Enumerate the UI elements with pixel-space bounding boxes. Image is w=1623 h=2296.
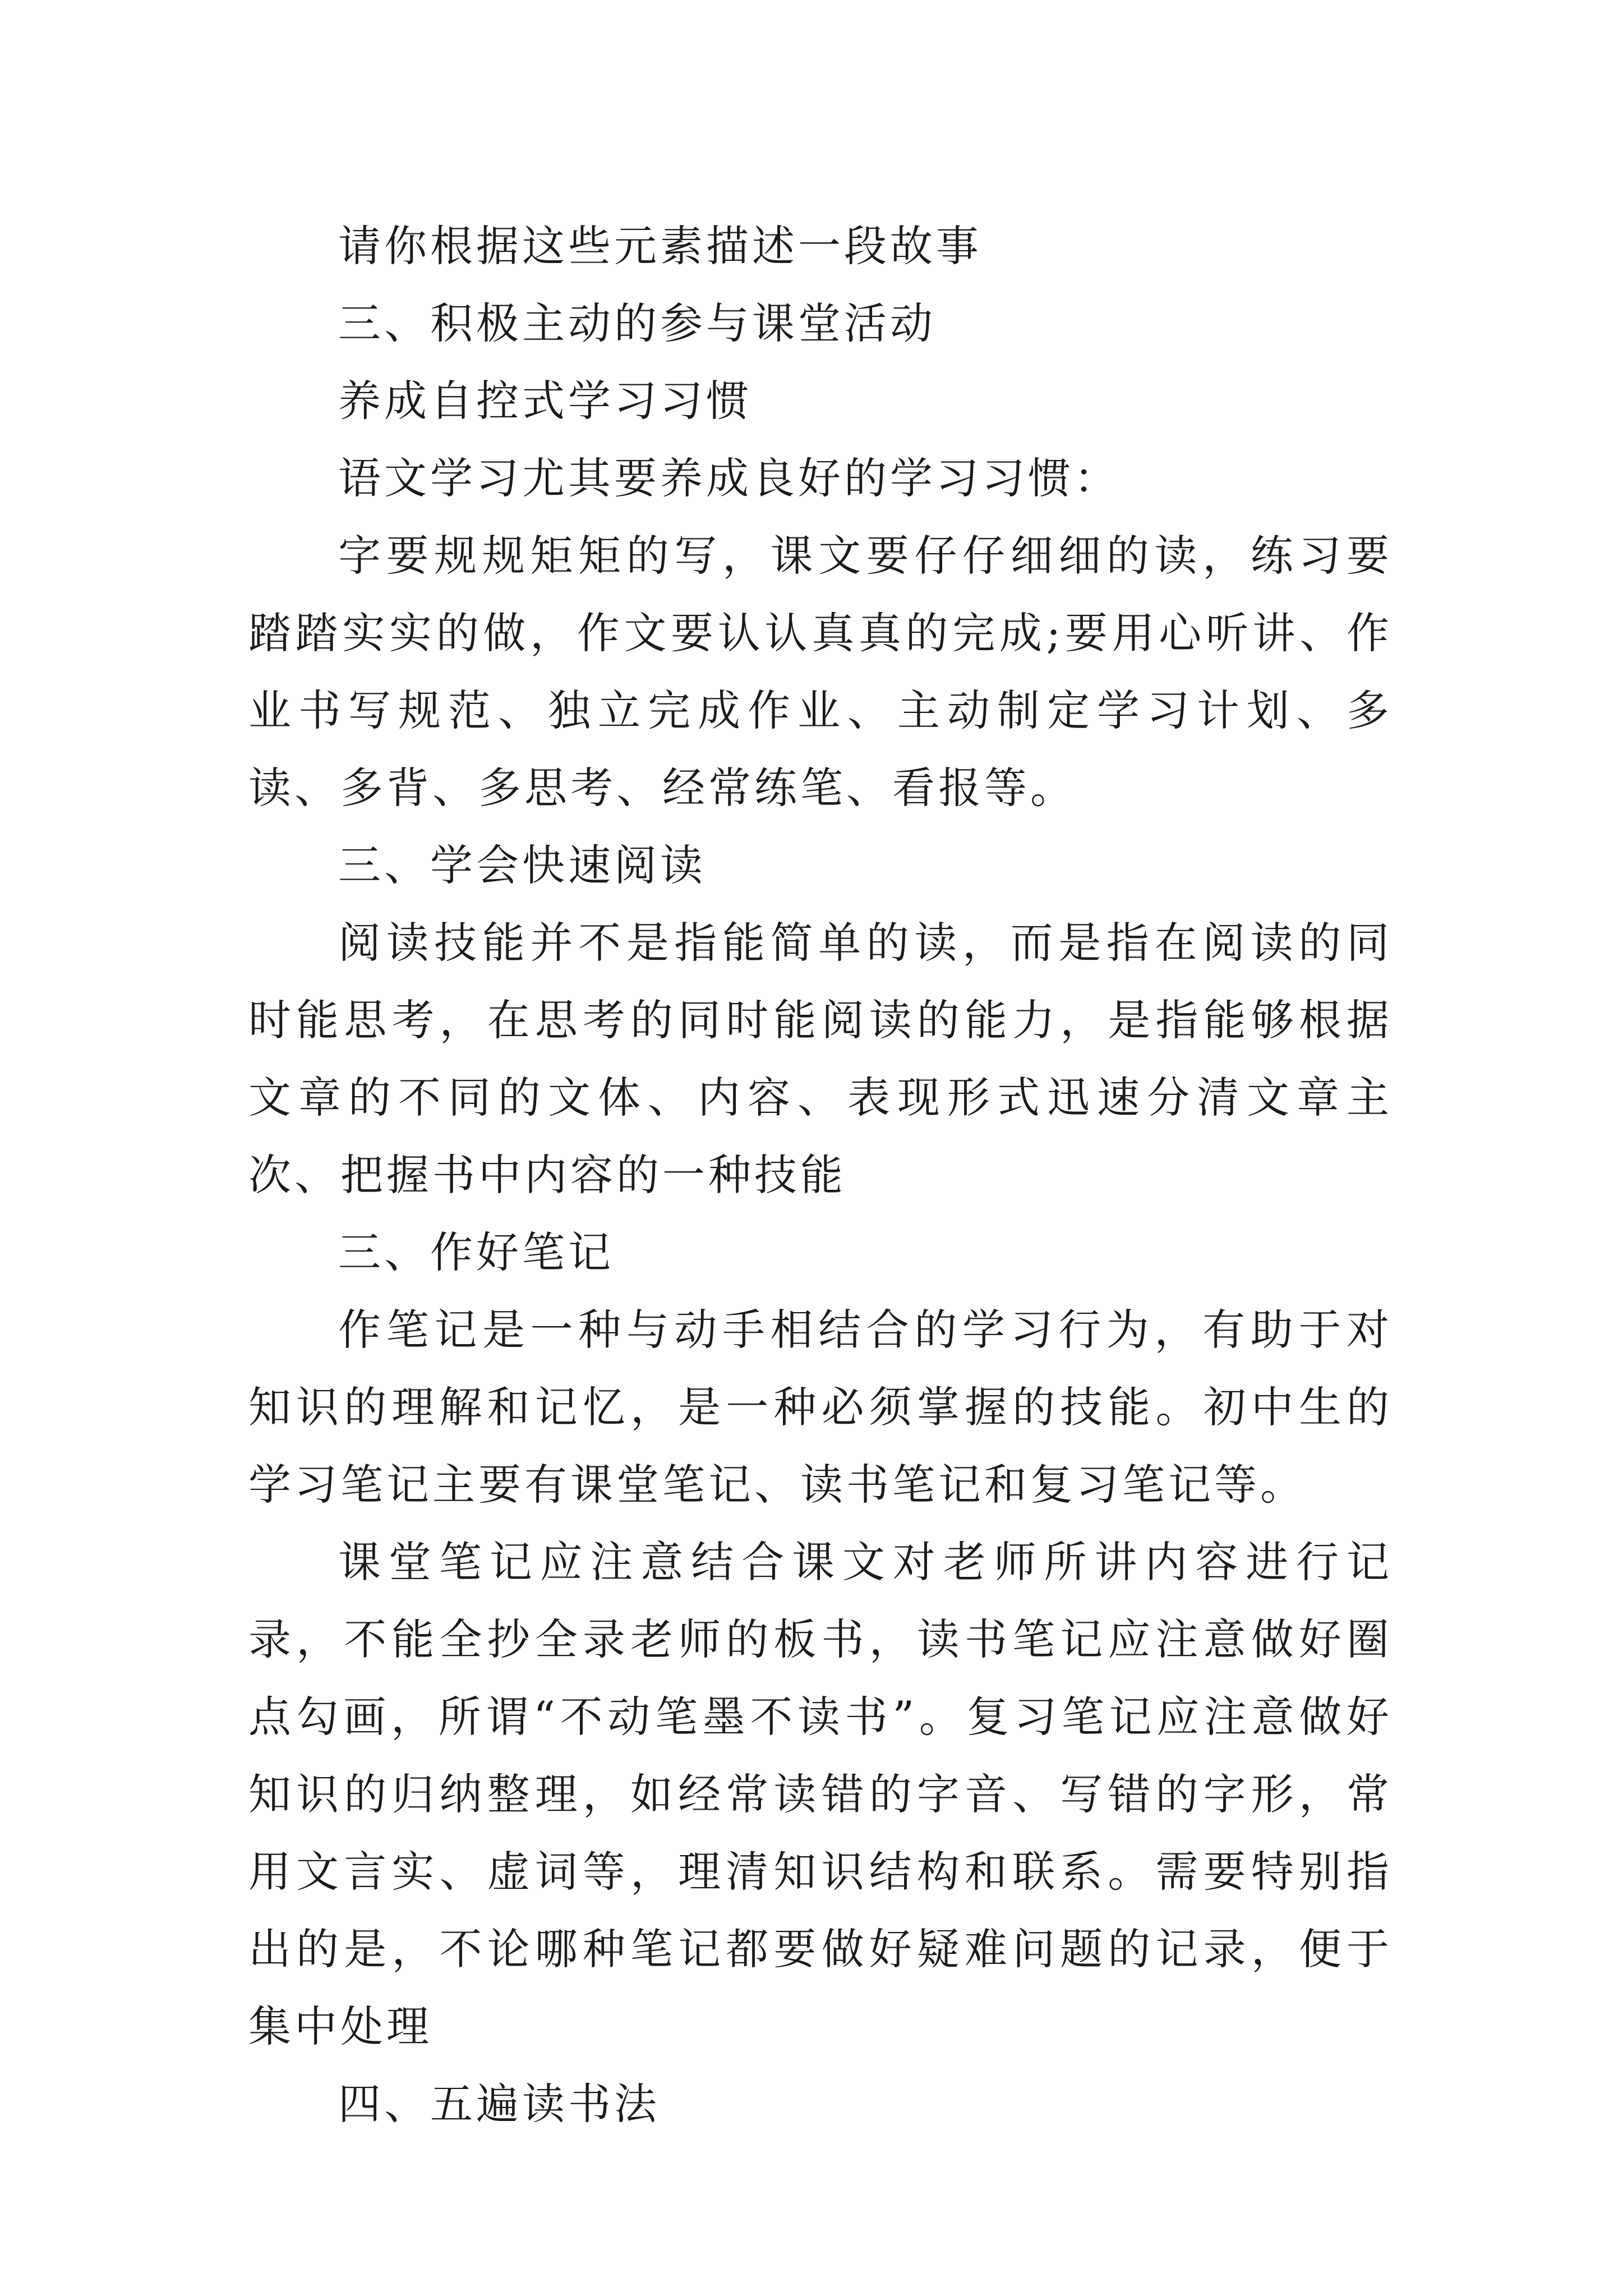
paragraph-note-taking-intro: 作笔记是一种与动手相结合的学习行为，有助于对知识的理解和记忆，是一种必须掌握的技能。初中生的学习笔记主要有课堂笔记、读书笔记和复习笔记等。	[248, 1305, 1393, 1510]
paragraph-chinese-habits-intro: 语文学习尤其要养成良好的学习习惯：	[338, 453, 1120, 503]
paragraph-note-taking-detail: 课堂笔记应注意结合课文对老师所讲内容进行记录，不能全抄全录老师的板书，读书笔记应注意做好圈点勾画，所谓“不动笔墨不读书”。复习笔记应注意做好知识的归纳整理，如经常读错的字音、写错的字形，常用文言实、虚词等，理清知识结构和联系。需要特别指出的是，不论哪种笔记都要做好疑难问题的记录，便于集中处理	[248, 1537, 1393, 2051]
paragraph-self-control-habit: 养成自控式学习习惯	[338, 376, 752, 426]
heading-five-pass-reading: 四、五遍读书法	[338, 2079, 660, 2129]
paragraph-fast-reading: 阅读技能并不是指能简单的读，而是指在阅读的同时能思考，在思考的同时能阅读的能力，是指能够根据文章的不同的文体、内容、表现形式迅速分清文章主次、把握书中内容的一种技能	[248, 918, 1393, 1200]
heading-class-participation: 三、积极主动的参与课堂活动	[338, 298, 936, 348]
heading-fast-reading: 三、学会快速阅读	[338, 840, 706, 890]
paragraph-story-prompt: 请你根据这些元素描述一段故事	[338, 221, 982, 271]
document-body	[248, 208, 1393, 2143]
paragraph-chinese-habits-detail: 字要规规矩矩的写，课文要仔仔细细的读，练习要踏踏实实的做，作文要认认真真的完成;要用心听讲、作业书写规范、独立完成作业、主动制定学习计划、多读、多背、多思考、经常练笔、看报等。	[248, 531, 1393, 813]
heading-note-taking: 三、作好笔记	[338, 1227, 614, 1277]
